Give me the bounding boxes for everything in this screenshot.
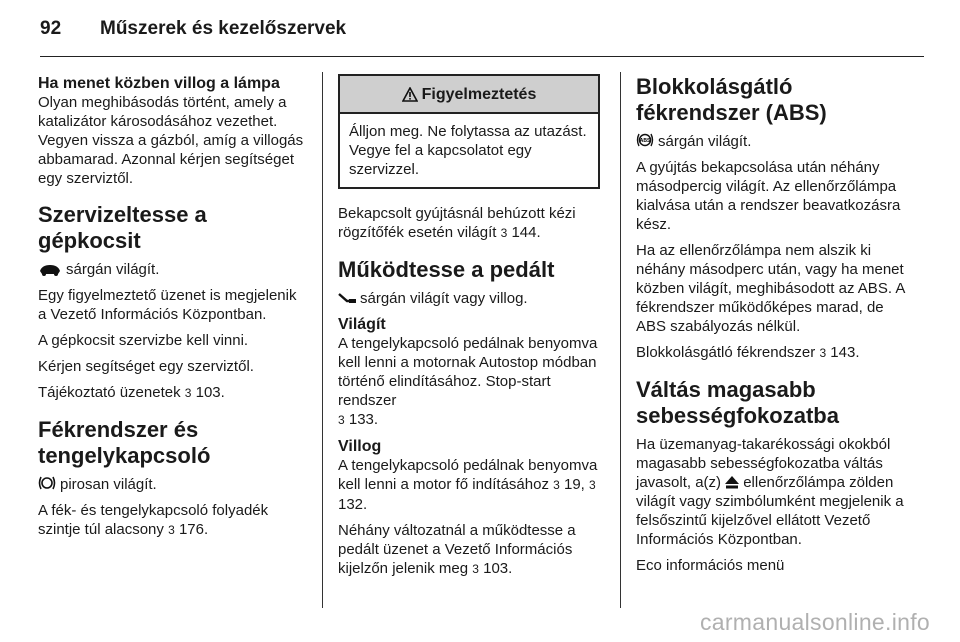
status-pedal: sárgán világít vagy villog.	[338, 289, 600, 308]
page-ref-icon: 3	[589, 478, 596, 492]
paragraph-service-1: Egy figyelmeztető üzenet is megjelenik a Vezető Információs Központban.	[38, 287, 297, 323]
page-header	[40, 18, 346, 40]
status-brake: pirosan világít.	[38, 475, 308, 494]
heading-service-vehicle: Szervizeltesse a gépkocsit	[38, 202, 207, 253]
upshift-arrow-icon	[725, 476, 739, 489]
watermark: carmanualsonline.info	[699, 609, 930, 635]
warning-body: Álljon meg. Ne folytassa az utazást. Vegye fel a kapcsolatot egy szervizzel.	[340, 112, 598, 187]
page-ref-icon: 3	[553, 478, 560, 492]
abs-icon	[636, 132, 654, 148]
column-divider-2	[620, 72, 621, 608]
paragraph-lit: A tengelykapcsoló pedálnak benyomva kell lenni a motornak Autostop módban történő elindításához. Stop-start rendszer 3 133.	[338, 335, 598, 428]
heading-lamp-flashing: Ha menet közben villog a lámpa	[38, 75, 280, 92]
page-ref-icon: 3	[819, 346, 827, 360]
paragraph-lamp-flashing: Olyan meghibásodás történt, amely a katalizátor károsodásához vezethet. Vegyen vissza a gázból, amíg a villogás abbamarad. Azonnal kérjen segítséget egy szerviztől.	[38, 94, 304, 187]
paragraph-abs-3: Blokkolásgátló fékrendszer 3 143.	[636, 344, 860, 361]
column-divider-1	[322, 72, 323, 608]
paragraph-abs-1: A gyújtás bekapcsolása után néhány másodpercig világít. Az ellenőrzőlámpa kialvása után a rendszer beavatkozásra kész.	[636, 159, 901, 233]
column-3	[636, 74, 906, 582]
service-wrench-icon	[38, 263, 62, 276]
header-rule	[40, 56, 924, 57]
column-1	[38, 74, 308, 547]
heading-abs: Blokkolásgátló fékrendszer (ABS)	[636, 74, 827, 125]
page-ref-icon: 3	[184, 386, 192, 400]
page-ref-icon: 3	[338, 413, 345, 427]
paragraph-flash-1: A tengelykapcsoló pedálnak benyomva kell lenni a motor fő indításához 3 19, 3 132.	[338, 457, 598, 513]
page-number: 92	[40, 18, 62, 39]
heading-brake-clutch: Fékrendszer és tengelykapcsoló	[38, 417, 211, 468]
column-2	[338, 74, 600, 586]
paragraph-brake: A fék- és tengelykapcsoló folyadék szintje túl alacsony 3 176.	[38, 502, 269, 538]
paragraph-service-4: Tájékoztató üzenetek 3 103.	[38, 384, 225, 401]
paragraph-handbrake: Bekapcsolt gyújtásnál behúzott kézi rögzítőfék esetén világít 3 144.	[338, 205, 576, 241]
heading-lit: Világít	[338, 316, 386, 333]
chapter-title: Műszerek és kezelőszervek	[100, 18, 347, 39]
paragraph-shift-2: Eco információs menü	[636, 557, 785, 574]
warning-header: Figyelmeztetés	[340, 76, 598, 112]
brake-warning-icon	[38, 475, 56, 491]
paragraph-shift-1: Ha üzemanyag-takarékossági okokból magasabb sebességfokozatba váltás javasolt, a(z) ellenőrzőlámpa zölden világít vagy szimbólumként megjelenik a felsőszintű kijelzővel ellátott Vezető Információs Központban.	[636, 436, 904, 548]
heading-flash: Villog	[338, 438, 382, 455]
pedal-icon	[338, 292, 356, 305]
paragraph-service-2: A gépkocsit szervizbe kell vinni.	[38, 332, 249, 349]
svg-text:ABS: ABS	[639, 138, 651, 144]
status-service: sárgán világít.	[38, 260, 308, 279]
heading-upshift: Váltás magasabb sebességfokozatba	[636, 377, 839, 428]
page-ref-icon: 3	[472, 562, 479, 576]
warning-triangle-icon	[402, 87, 418, 102]
status-abs: ABS sárgán világít.	[636, 132, 906, 151]
heading-operate-pedal: Működtesse a pedált	[338, 257, 555, 282]
page-ref-icon: 3	[500, 226, 508, 240]
paragraph-flash-2: Néhány változatnál a működtesse a pedált üzenet a Vezető Információs kijelzőn jelenik meg 3 103.	[338, 522, 576, 577]
paragraph-service-3: Kérjen segítséget egy szerviztől.	[38, 358, 254, 375]
page-ref-icon: 3	[168, 523, 175, 537]
paragraph-abs-2: Ha az ellenőrzőlámpa nem alszik ki néhány másodperc után, vagy ha menet közben világít, meghibásodott az ABS. A fékrendszer működőképes marad, de ABS szabályozás nélkül.	[636, 242, 905, 335]
warning-box	[338, 74, 600, 189]
